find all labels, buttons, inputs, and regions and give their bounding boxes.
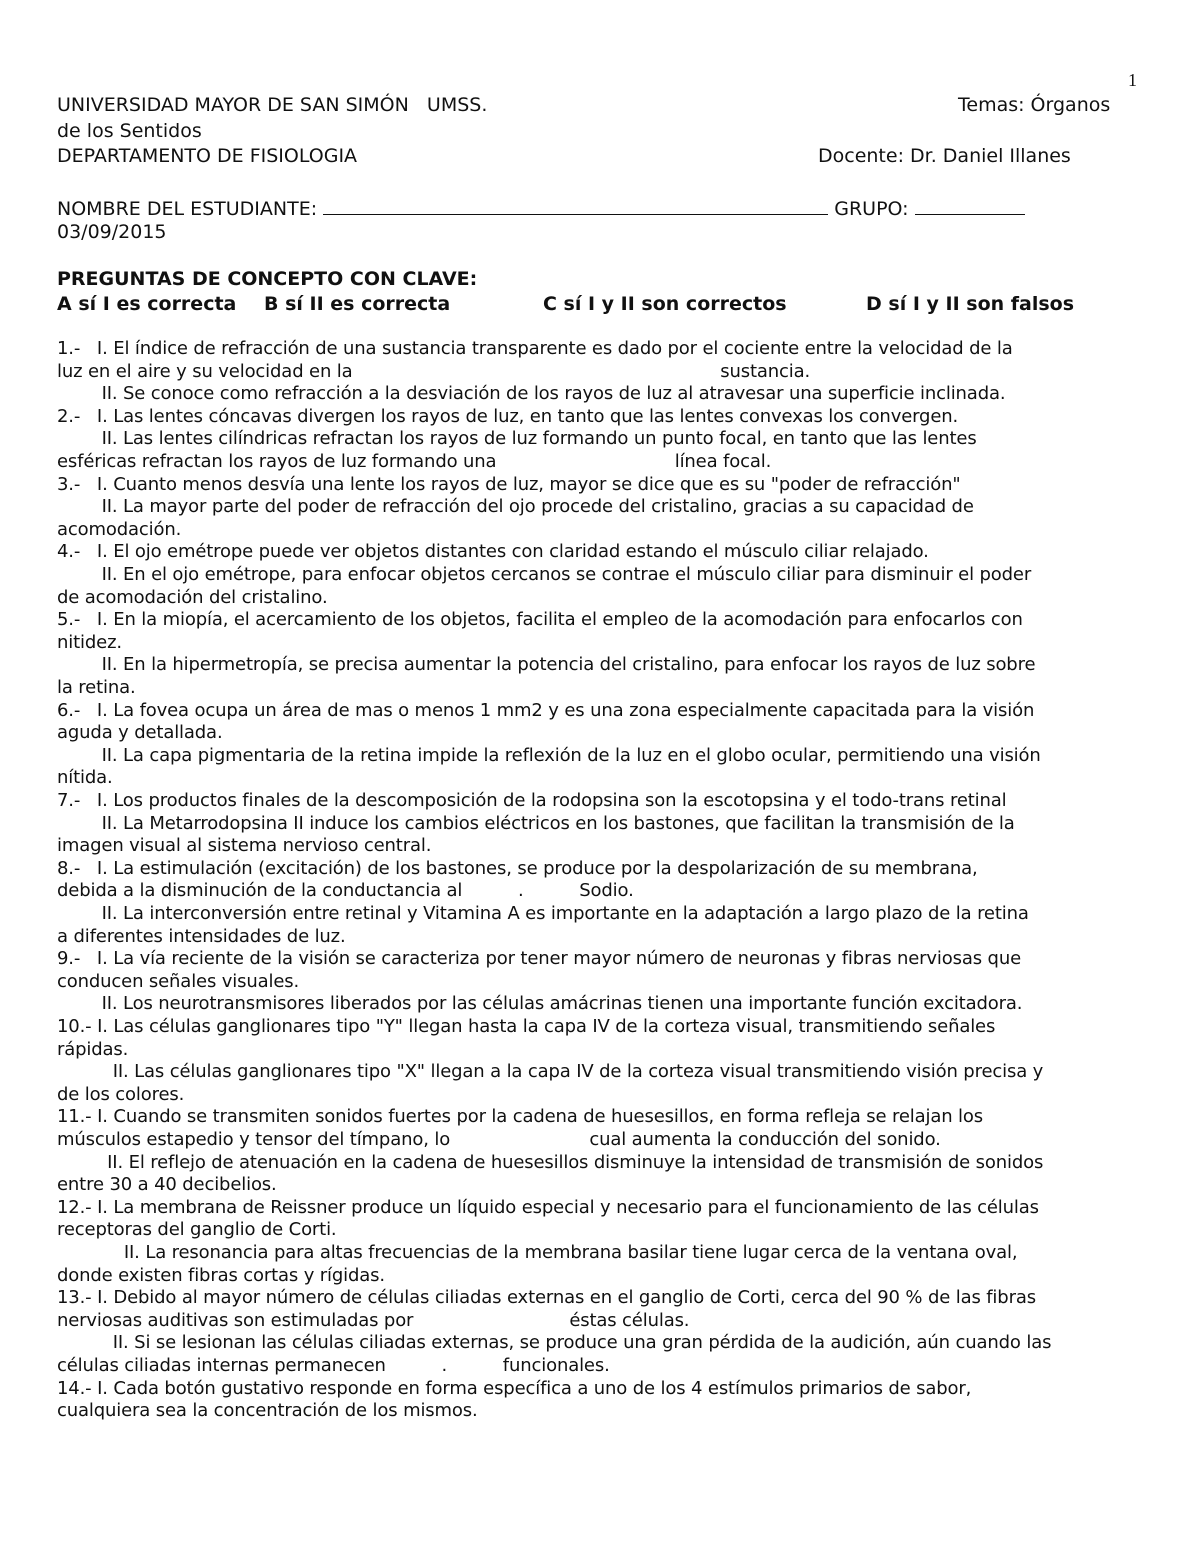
question-line: debida a la disminución de la conductancia al . Sodio. <box>57 880 634 901</box>
question-line: 5.- I. En la miopía, el acercamiento de los objetos, facilita el empleo de la acomodación para enfocarlos con <box>57 609 1023 630</box>
question-line: II. Se conoce como refracción a la desviación de los rayos de luz al atravesar una superficie inclinada. <box>57 383 1006 404</box>
question-line: conducen señales visuales. <box>57 971 300 992</box>
question-line: 13.- I. Debido al mayor número de células ciliadas externas en el ganglio de Corti, cerca del 90 % de las fibras <box>57 1287 1036 1308</box>
question-line: 12.- I. La membrana de Reissner produce un líquido especial y necesario para el funcionamiento de las células <box>57 1197 1039 1218</box>
group-label: GRUPO: <box>834 198 909 220</box>
question-line: II. La mayor parte del poder de refracción del ojo procede del cristalino, gracias a su capacidad de <box>57 496 974 517</box>
exam-date: 03/09/2015 <box>57 221 167 243</box>
question-line: 6.- I. La fovea ocupa un área de mas o menos 1 mm2 y es una zona especialmente capacitada para la visión <box>57 700 1035 721</box>
question-line: cualquiera sea la concentración de los mismos. <box>57 1400 478 1421</box>
topic-label: Temas: Órganos <box>958 94 1111 116</box>
department-name: DEPARTAMENTO DE FISIOLOGIA <box>57 145 358 167</box>
question-line: 1.- I. El índice de refracción de una sustancia transparente es dado por el cociente entre la velocidad de la <box>57 338 1013 359</box>
question-line: 10.- I. Las células ganglionares tipo "Y" llegan hasta la capa IV de la corteza visual, transmitiendo señales <box>57 1016 996 1037</box>
question-line: II. El reflejo de atenuación en la cadena de huesesillos disminuye la intensidad de transmisión de sonidos <box>57 1152 1044 1173</box>
question-line: donde existen fibras cortas y rígidas. <box>57 1265 385 1286</box>
question-line: 14.- I. Cada botón gustativo responde en forma específica a uno de los 4 estímulos primarios de sabor, <box>57 1378 972 1399</box>
question-line: 7.- I. Los productos finales de la descomposición de la rodopsina son la escotopsina y el todo-trans retinal <box>57 790 1007 811</box>
question-line: rápidas. <box>57 1039 129 1060</box>
topic-continuation: de los Sentidos <box>57 120 202 142</box>
question-line: receptoras del ganglio de Corti. <box>57 1219 337 1240</box>
question-line: II. Las lentes cilíndricas refractan los rayos de luz formando un punto focal, en tanto que las lentes <box>57 428 977 449</box>
student-name-row <box>57 196 1025 220</box>
key-option-c: C sí I y II son correctos <box>543 293 787 315</box>
group-field[interactable] <box>915 196 1025 215</box>
question-line: II. La Metarrodopsina II induce los cambios eléctricos en los bastones, que facilitan la transmisión de la <box>57 813 1015 834</box>
question-line: II. Los neurotransmisores liberados por las células amácrinas tienen una importante función excitadora. <box>57 993 1023 1014</box>
question-line: a diferentes intensidades de luz. <box>57 926 346 947</box>
key-option-d: D sí I y II son falsos <box>866 293 1075 315</box>
question-line: de los colores. <box>57 1084 185 1105</box>
question-line: II. En la hipermetropía, se precisa aumentar la potencia del cristalino, para enfocar los rayos de luz sobre <box>57 654 1036 675</box>
question-line: 4.- I. El ojo emétrope puede ver objetos distantes con claridad estando el músculo ciliar relajado. <box>57 541 929 562</box>
question-line: de acomodación del cristalino. <box>57 587 328 608</box>
question-line: nítida. <box>57 767 113 788</box>
question-line: entre 30 a 40 decibelios. <box>57 1174 277 1195</box>
question-line: II. La interconversión entre retinal y Vitamina A es importante en la adaptación a largo plazo de la retina <box>57 903 1029 924</box>
question-line: II. Las células ganglionares tipo "X" llegan a la capa IV de la corteza visual transmitiendo visión precisa y <box>57 1061 1044 1082</box>
key-option-a: A sí I es correcta <box>57 293 237 315</box>
question-line: 9.- I. La vía reciente de la visión se caracteriza por tener mayor número de neuronas y fibras nerviosas que <box>57 948 1022 969</box>
question-line: nitidez. <box>57 632 122 653</box>
teacher-name: Docente: Dr. Daniel Illanes <box>818 145 1071 167</box>
question-line: células ciliadas internas permanecen . funcionales. <box>57 1355 610 1376</box>
question-line: nerviosas auditivas son estimuladas por éstas células. <box>57 1310 690 1331</box>
question-line: esféricas refractan los rayos de luz formando una línea focal. <box>57 451 772 472</box>
question-line: músculos estapedio y tensor del tímpano, lo cual aumenta la conducción del sonido. <box>57 1129 941 1150</box>
key-option-b: B sí II es correcta <box>264 293 451 315</box>
student-name-label: NOMBRE DEL ESTUDIANTE: <box>57 198 318 220</box>
question-line: imagen visual al sistema nervioso central. <box>57 835 432 856</box>
question-line: luz en el aire y su velocidad en la sustancia. <box>57 361 811 382</box>
question-line: 2.- I. Las lentes cóncavas divergen los rayos de luz, en tanto que las lentes convexas los convergen. <box>57 406 959 427</box>
question-line: aguda y detallada. <box>57 722 223 743</box>
student-name-field[interactable] <box>323 196 828 215</box>
question-line: 3.- I. Cuanto menos desvía una lente los rayos de luz, mayor se dice que es su "poder de refracción" <box>57 474 961 495</box>
question-line: acomodación. <box>57 519 182 540</box>
key-title: PREGUNTAS DE CONCEPTO CON CLAVE: <box>57 268 478 290</box>
question-line: la retina. <box>57 677 136 698</box>
question-line: 11.- I. Cuando se transmiten sonidos fuertes por la cadena de huesesillos, en forma refleja se relajan los <box>57 1106 983 1127</box>
page-number: 1 <box>1128 70 1137 90</box>
question-line: II. En el ojo emétrope, para enfocar objetos cercanos se contrae el músculo ciliar para disminuir el poder <box>57 564 1032 585</box>
question-line: II. La resonancia para altas frecuencias de la membrana basilar tiene lugar cerca de la ventana oval, <box>57 1242 1018 1263</box>
question-line: II. Si se lesionan las células ciliadas externas, se produce una gran pérdida de la audición, aún cuando las <box>57 1332 1052 1353</box>
university-name: UNIVERSIDAD MAYOR DE SAN SIMÓN UMSS. <box>57 94 488 116</box>
question-line: 8.- I. La estimulación (excitación) de los bastones, se produce por la despolarización de su membrana, <box>57 858 978 879</box>
question-line: II. La capa pigmentaria de la retina impide la reflexión de la luz en el globo ocular, permitiendo una visión <box>57 745 1041 766</box>
